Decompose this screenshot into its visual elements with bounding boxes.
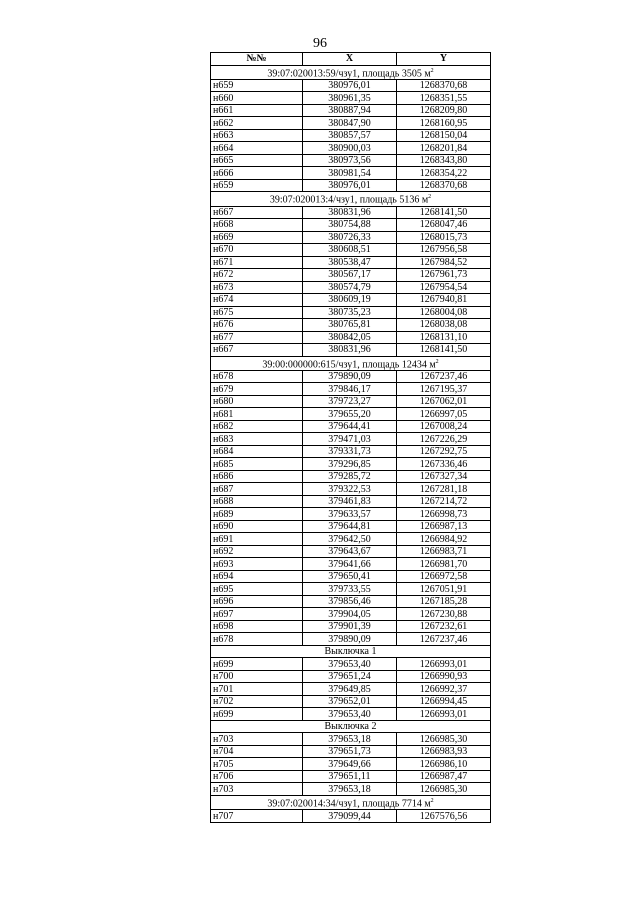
y-coordinate-cell: 1267062,01 (397, 395, 491, 408)
table-row (211, 483, 491, 496)
y-coordinate-cell: 1267281,18 (397, 483, 491, 496)
x-coordinate-cell: 380754,88 (303, 219, 397, 232)
table-row (211, 206, 491, 219)
x-coordinate-cell: 380765,81 (303, 319, 397, 332)
x-coordinate-cell: 380567,17 (303, 269, 397, 282)
y-coordinate-cell: 1268351,55 (397, 92, 491, 105)
point-number-cell: н664 (211, 142, 303, 155)
y-coordinate-cell: 1267214,72 (397, 495, 491, 508)
table-row (211, 219, 491, 232)
point-number-cell: н691 (211, 533, 303, 546)
x-coordinate-cell: 379856,46 (303, 595, 397, 608)
table-row (211, 620, 491, 633)
coordinates-table (210, 52, 491, 823)
table-row (211, 231, 491, 244)
point-number-cell: н663 (211, 129, 303, 142)
section-title-text: 39:07:020013:4/чзу1, площадь 5136 м (269, 194, 429, 206)
x-coordinate-cell: 379644,81 (303, 520, 397, 533)
point-number-cell: н687 (211, 483, 303, 496)
x-coordinate-cell: 380981,54 (303, 167, 397, 180)
y-coordinate-cell: 1268047,46 (397, 219, 491, 232)
table-row (211, 570, 491, 583)
x-coordinate-cell: 380831,96 (303, 344, 397, 357)
point-number-cell: н666 (211, 167, 303, 180)
x-coordinate-cell: 379471,03 (303, 433, 397, 446)
section-title-row (211, 645, 491, 658)
table-row (211, 331, 491, 344)
y-coordinate-cell: 1267292,75 (397, 445, 491, 458)
x-coordinate-cell: 380609,19 (303, 294, 397, 307)
table-row (211, 92, 491, 105)
point-number-cell: н678 (211, 633, 303, 646)
section-title (211, 795, 491, 809)
x-coordinate-cell: 379653,40 (303, 708, 397, 721)
point-number-cell: н670 (211, 244, 303, 257)
table-row (211, 658, 491, 671)
x-coordinate-cell: 379322,53 (303, 483, 397, 496)
section-title-row (211, 192, 491, 206)
section-title-text: 39:07:020014:34/чзу1, площадь 7714 м (267, 798, 431, 810)
table-row (211, 395, 491, 408)
table-header-row (211, 53, 491, 66)
table-row (211, 470, 491, 483)
unit-superscript: 2 (430, 67, 434, 74)
y-coordinate-cell: 1268004,08 (397, 306, 491, 319)
header-x: X (303, 53, 397, 66)
y-coordinate-cell: 1268343,80 (397, 154, 491, 167)
section-title (211, 356, 491, 370)
point-number-cell: н672 (211, 269, 303, 282)
y-coordinate-cell: 1268141,50 (397, 344, 491, 357)
point-number-cell: н660 (211, 92, 303, 105)
table-row (211, 733, 491, 746)
y-coordinate-cell: 1268015,73 (397, 231, 491, 244)
section-title-row (211, 65, 491, 79)
x-coordinate-cell: 380976,01 (303, 179, 397, 192)
point-number-cell: н706 (211, 770, 303, 783)
x-coordinate-cell: 380574,79 (303, 281, 397, 294)
x-coordinate-cell: 379331,73 (303, 445, 397, 458)
point-number-cell: н677 (211, 331, 303, 344)
x-coordinate-cell: 379846,17 (303, 383, 397, 396)
y-coordinate-cell: 1267336,46 (397, 458, 491, 471)
table-row (211, 533, 491, 546)
x-coordinate-cell: 379099,44 (303, 810, 397, 823)
table-row (211, 370, 491, 383)
table-row (211, 408, 491, 421)
y-coordinate-cell: 1268370,68 (397, 179, 491, 192)
table-row (211, 583, 491, 596)
y-coordinate-cell: 1267940,81 (397, 294, 491, 307)
y-coordinate-cell: 1266985,30 (397, 733, 491, 746)
point-number-cell: н700 (211, 670, 303, 683)
section-title-row (211, 795, 491, 809)
point-number-cell: н692 (211, 545, 303, 558)
table-row (211, 445, 491, 458)
y-coordinate-cell: 1268150,04 (397, 129, 491, 142)
table-row (211, 179, 491, 192)
point-number-cell: н699 (211, 658, 303, 671)
point-number-cell: н699 (211, 708, 303, 721)
y-coordinate-cell: 1266984,92 (397, 533, 491, 546)
x-coordinate-cell: 379649,85 (303, 683, 397, 696)
table-row (211, 558, 491, 571)
table-row (211, 758, 491, 771)
point-number-cell: н668 (211, 219, 303, 232)
x-coordinate-cell: 379653,40 (303, 658, 397, 671)
x-coordinate-cell: 379890,09 (303, 370, 397, 383)
table-row (211, 595, 491, 608)
point-number-cell: н659 (211, 179, 303, 192)
y-coordinate-cell: 1268131,10 (397, 331, 491, 344)
x-coordinate-cell: 380831,96 (303, 206, 397, 219)
point-number-cell: н667 (211, 344, 303, 357)
y-coordinate-cell: 1267961,73 (397, 269, 491, 282)
x-coordinate-cell: 379641,66 (303, 558, 397, 571)
y-coordinate-cell: 1266998,73 (397, 508, 491, 521)
point-number-cell: н676 (211, 319, 303, 332)
y-coordinate-cell: 1267185,28 (397, 595, 491, 608)
y-coordinate-cell: 1266993,01 (397, 658, 491, 671)
point-number-cell: н702 (211, 695, 303, 708)
point-number-cell: н661 (211, 104, 303, 117)
point-number-cell: н679 (211, 383, 303, 396)
x-coordinate-cell: 379651,11 (303, 770, 397, 783)
section-title-text: Выключка 2 (324, 721, 377, 733)
table-row (211, 633, 491, 646)
point-number-cell: н671 (211, 256, 303, 269)
x-coordinate-cell: 379653,18 (303, 733, 397, 746)
y-coordinate-cell: 1266990,93 (397, 670, 491, 683)
header-y: Y (397, 53, 491, 66)
header-point-number: №№ (211, 53, 303, 66)
x-coordinate-cell: 380961,35 (303, 92, 397, 105)
x-coordinate-cell: 379652,01 (303, 695, 397, 708)
point-number-cell: н678 (211, 370, 303, 383)
point-number-cell: н703 (211, 783, 303, 796)
table-row (211, 344, 491, 357)
y-coordinate-cell: 1268209,80 (397, 104, 491, 117)
point-number-cell: н694 (211, 570, 303, 583)
y-coordinate-cell: 1268141,50 (397, 206, 491, 219)
y-coordinate-cell: 1267984,52 (397, 256, 491, 269)
x-coordinate-cell: 380735,23 (303, 306, 397, 319)
x-coordinate-cell: 379651,73 (303, 745, 397, 758)
x-coordinate-cell: 379651,24 (303, 670, 397, 683)
y-coordinate-cell: 1267232,61 (397, 620, 491, 633)
x-coordinate-cell: 380900,03 (303, 142, 397, 155)
point-number-cell: н682 (211, 420, 303, 433)
point-number-cell: н683 (211, 433, 303, 446)
point-number-cell: н667 (211, 206, 303, 219)
y-coordinate-cell: 1267008,24 (397, 420, 491, 433)
x-coordinate-cell: 380976,01 (303, 79, 397, 92)
section-title-text: 39:00:000000:615/чзу1, площадь 12434 м (262, 358, 436, 370)
point-number-cell: н697 (211, 608, 303, 621)
y-coordinate-cell: 1268160,95 (397, 117, 491, 130)
section-title-row (211, 720, 491, 733)
point-number-cell: н686 (211, 470, 303, 483)
point-number-cell: н662 (211, 117, 303, 130)
table-row (211, 319, 491, 332)
point-number-cell: н690 (211, 520, 303, 533)
point-number-cell: н689 (211, 508, 303, 521)
x-coordinate-cell: 379901,39 (303, 620, 397, 633)
table-row (211, 281, 491, 294)
table-row (211, 383, 491, 396)
point-number-cell: н680 (211, 395, 303, 408)
table-row (211, 783, 491, 796)
section-title (211, 192, 491, 206)
y-coordinate-cell: 1266997,05 (397, 408, 491, 421)
table-body (211, 65, 491, 822)
point-number-cell: н669 (211, 231, 303, 244)
point-number-cell: н684 (211, 445, 303, 458)
section-title (211, 720, 491, 733)
table-row (211, 117, 491, 130)
page-number: 96 (313, 36, 327, 51)
point-number-cell: н696 (211, 595, 303, 608)
point-number-cell: н703 (211, 733, 303, 746)
section-title (211, 65, 491, 79)
section-title-text: 39:07:020013:59/чзу1, площадь 3505 м (267, 67, 431, 79)
x-coordinate-cell: 379643,67 (303, 545, 397, 558)
x-coordinate-cell: 379642,50 (303, 533, 397, 546)
table-row (211, 810, 491, 823)
section-title-text: Выключка 1 (324, 646, 377, 658)
x-coordinate-cell: 379733,55 (303, 583, 397, 596)
y-coordinate-cell: 1266994,45 (397, 695, 491, 708)
y-coordinate-cell: 1267226,29 (397, 433, 491, 446)
table-row (211, 129, 491, 142)
section-title-row (211, 356, 491, 370)
table-row (211, 608, 491, 621)
x-coordinate-cell: 379653,18 (303, 783, 397, 796)
point-number-cell: н681 (211, 408, 303, 421)
table-row (211, 745, 491, 758)
x-coordinate-cell: 379649,66 (303, 758, 397, 771)
x-coordinate-cell: 380973,56 (303, 154, 397, 167)
table-row (211, 770, 491, 783)
table-row (211, 420, 491, 433)
y-coordinate-cell: 1266987,47 (397, 770, 491, 783)
point-number-cell: н674 (211, 294, 303, 307)
x-coordinate-cell: 380842,05 (303, 331, 397, 344)
y-coordinate-cell: 1266985,30 (397, 783, 491, 796)
table-row (211, 545, 491, 558)
y-coordinate-cell: 1268038,08 (397, 319, 491, 332)
table-row (211, 495, 491, 508)
table-row (211, 269, 491, 282)
y-coordinate-cell: 1267237,46 (397, 370, 491, 383)
x-coordinate-cell: 380847,90 (303, 117, 397, 130)
y-coordinate-cell: 1266986,10 (397, 758, 491, 771)
point-number-cell: н704 (211, 745, 303, 758)
table-row (211, 708, 491, 721)
point-number-cell: н695 (211, 583, 303, 596)
y-coordinate-cell: 1267327,34 (397, 470, 491, 483)
table-row (211, 306, 491, 319)
table-row (211, 154, 491, 167)
x-coordinate-cell: 379904,05 (303, 608, 397, 621)
x-coordinate-cell: 380538,47 (303, 256, 397, 269)
table-row (211, 104, 491, 117)
y-coordinate-cell: 1267956,58 (397, 244, 491, 257)
y-coordinate-cell: 1267195,37 (397, 383, 491, 396)
point-number-cell: н673 (211, 281, 303, 294)
y-coordinate-cell: 1266987,13 (397, 520, 491, 533)
y-coordinate-cell: 1267954,54 (397, 281, 491, 294)
y-coordinate-cell: 1268354,22 (397, 167, 491, 180)
x-coordinate-cell: 379285,72 (303, 470, 397, 483)
x-coordinate-cell: 379644,41 (303, 420, 397, 433)
unit-superscript: 2 (428, 194, 432, 201)
table-row (211, 670, 491, 683)
table-row (211, 520, 491, 533)
x-coordinate-cell: 379296,85 (303, 458, 397, 471)
point-number-cell: н675 (211, 306, 303, 319)
point-number-cell: н665 (211, 154, 303, 167)
unit-superscript: 2 (430, 797, 434, 804)
table-row (211, 244, 491, 257)
x-coordinate-cell: 380857,57 (303, 129, 397, 142)
table-row (211, 508, 491, 521)
table-row (211, 79, 491, 92)
y-coordinate-cell: 1267576,56 (397, 810, 491, 823)
y-coordinate-cell: 1268201,84 (397, 142, 491, 155)
x-coordinate-cell: 379655,20 (303, 408, 397, 421)
x-coordinate-cell: 380608,51 (303, 244, 397, 257)
x-coordinate-cell: 379633,57 (303, 508, 397, 521)
point-number-cell: н707 (211, 810, 303, 823)
section-title (211, 645, 491, 658)
y-coordinate-cell: 1266972,58 (397, 570, 491, 583)
y-coordinate-cell: 1266993,01 (397, 708, 491, 721)
table-row (211, 458, 491, 471)
y-coordinate-cell: 1268370,68 (397, 79, 491, 92)
unit-superscript: 2 (435, 358, 439, 365)
point-number-cell: н701 (211, 683, 303, 696)
x-coordinate-cell: 379650,41 (303, 570, 397, 583)
table-row (211, 167, 491, 180)
x-coordinate-cell: 380887,94 (303, 104, 397, 117)
point-number-cell: н659 (211, 79, 303, 92)
y-coordinate-cell: 1266981,70 (397, 558, 491, 571)
y-coordinate-cell: 1267237,46 (397, 633, 491, 646)
y-coordinate-cell: 1267230,88 (397, 608, 491, 621)
table-row (211, 142, 491, 155)
y-coordinate-cell: 1267051,91 (397, 583, 491, 596)
point-number-cell: н705 (211, 758, 303, 771)
point-number-cell: н698 (211, 620, 303, 633)
table-row (211, 683, 491, 696)
x-coordinate-cell: 380726,33 (303, 231, 397, 244)
y-coordinate-cell: 1266983,93 (397, 745, 491, 758)
point-number-cell: н693 (211, 558, 303, 571)
table-row (211, 695, 491, 708)
x-coordinate-cell: 379890,09 (303, 633, 397, 646)
y-coordinate-cell: 1266983,71 (397, 545, 491, 558)
x-coordinate-cell: 379461,83 (303, 495, 397, 508)
table-row (211, 294, 491, 307)
table-row (211, 256, 491, 269)
point-number-cell: н685 (211, 458, 303, 471)
y-coordinate-cell: 1266992,37 (397, 683, 491, 696)
point-number-cell: н688 (211, 495, 303, 508)
x-coordinate-cell: 379723,27 (303, 395, 397, 408)
table-row (211, 433, 491, 446)
